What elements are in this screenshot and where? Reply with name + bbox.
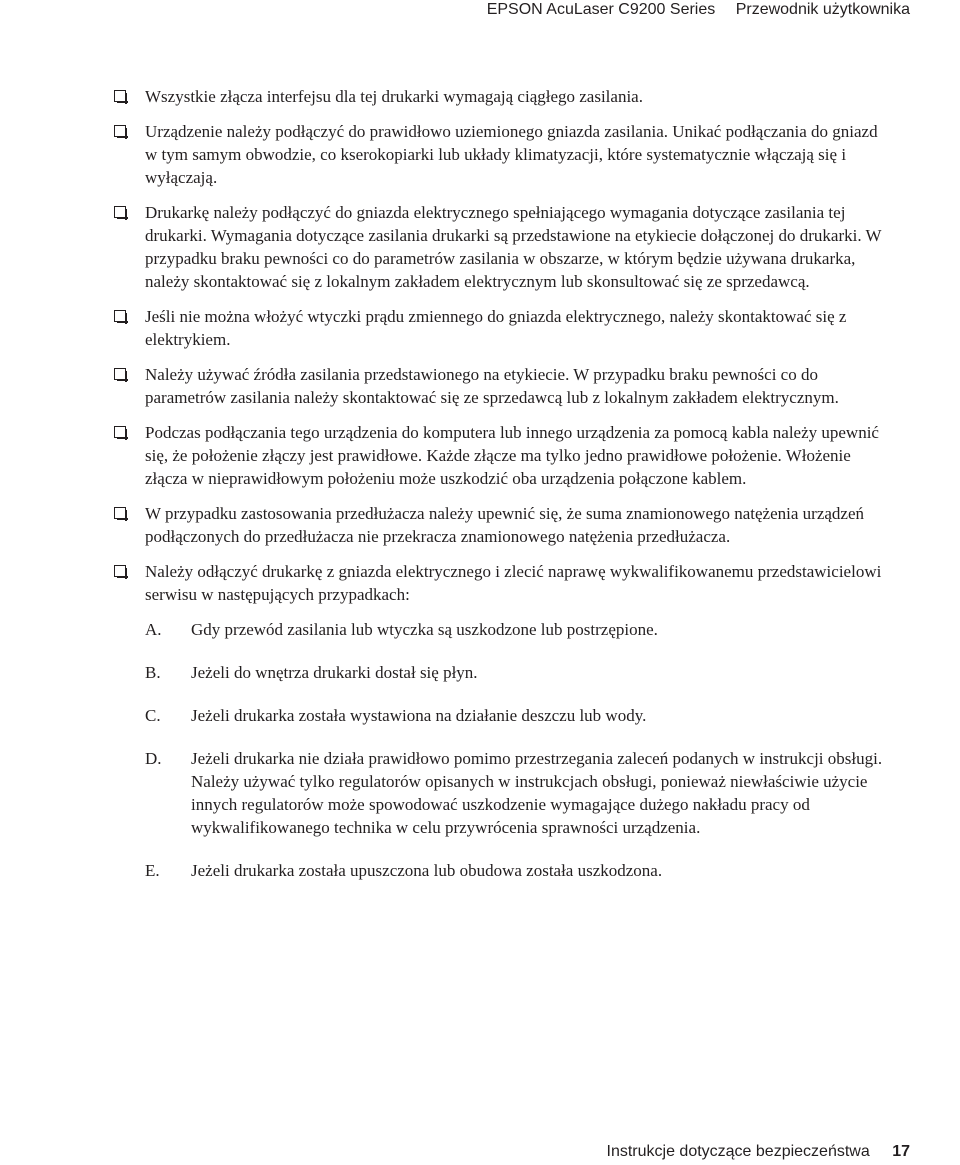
sublist-text: Jeżeli do wnętrza drukarki dostał się płyn. — [191, 663, 478, 682]
safety-instructions-list — [114, 85, 894, 902]
bullet-item — [114, 85, 894, 108]
checkbox-bullet-icon — [114, 368, 126, 380]
footer-section-title: Instrukcje dotyczące bezpieczeństwa — [606, 1143, 870, 1160]
bullet-text: Urządzenie należy podłączyć do prawidłowo uziemionego gniazda zasilania. Unikać podłączania do gniazd w tym samym obwodzie, co kserokopiarki lub układy klimatyzacji, które systematycznie włączają się i wyłączają. — [145, 122, 878, 187]
sublist-item — [145, 747, 894, 839]
checkbox-bullet-icon — [114, 507, 126, 519]
checkbox-bullet-icon — [114, 426, 126, 438]
sublist-item — [145, 661, 894, 684]
checkbox-bullet-icon — [114, 125, 126, 137]
page-number: 17 — [892, 1143, 910, 1160]
page-header — [487, 0, 910, 20]
sublist-item — [145, 704, 894, 727]
bullet-text: Jeśli nie można włożyć wtyczki prądu zmiennego do gniazda elektrycznego, należy skontaktować się z elektrykiem. — [145, 307, 847, 349]
bullet-item — [114, 502, 894, 548]
sublist-text: Jeżeli drukarka została upuszczona lub obudowa została uszkodzona. — [191, 861, 663, 880]
sublist-letter: C. — [145, 706, 161, 725]
page-footer — [607, 1142, 911, 1162]
bullet-text: Wszystkie złącza interfejsu dla tej drukarki wymagają ciągłego zasilania. — [145, 87, 643, 106]
bullet-item — [114, 120, 894, 189]
bullet-item — [114, 560, 894, 606]
sublist-letter: E. — [145, 861, 160, 880]
header-guide-title: Przewodnik użytkownika — [735, 1, 910, 18]
bullet-text: W przypadku zastosowania przedłużacza należy upewnić się, że suma znamionowego natężenia urządzeń podłączonych do przedłużacza nie przekracza znamionowego natężenia przedłużacza. — [145, 504, 865, 546]
bullet-item — [114, 421, 894, 490]
bullet-item — [114, 305, 894, 351]
bullet-text: Należy używać źródła zasilania przedstawionego na etykiecie. W przypadku braku pewności co do parametrów zasilania należy skontaktować się ze sprzedawcą lub z lokalnym zakładem elektrycznym. — [145, 365, 839, 407]
header-product: EPSON AcuLaser C9200 Series — [486, 1, 716, 18]
sublist-letter: D. — [145, 749, 162, 768]
checkbox-bullet-icon — [114, 565, 126, 577]
bullet-text: Należy odłączyć drukarkę z gniazda elektrycznego i zlecić naprawę wykwalifikowanemu przedstawicielowi serwisu w następujących przypadkach: — [145, 562, 882, 604]
sublist-text: Gdy przewód zasilania lub wtyczka są uszkodzone lub postrzępione. — [191, 620, 658, 639]
checkbox-bullet-icon — [114, 90, 126, 102]
bullet-item — [114, 201, 894, 293]
sublist-letter: A. — [145, 620, 162, 639]
sublist-text: Jeżeli drukarka została wystawiona na działanie deszczu lub wody. — [191, 706, 647, 725]
checkbox-bullet-icon — [114, 206, 126, 218]
sublist-letter: B. — [145, 663, 161, 682]
sublist-text: Jeżeli drukarka nie działa prawidłowo pomimo przestrzegania zaleceń podanych w instrukcji obsługi. Należy używać tylko regulatorów opisanych w instrukcjach obsługi, ponieważ niewłaściwie użycie innych regulatorów może spowodować uszkodzenie wymagające dużego nakładu pracy od wykwalifikowanego technika w celu przywrócenia sprawności urządzenia. — [191, 749, 883, 837]
service-cases-list — [145, 618, 894, 882]
sublist-item — [145, 859, 894, 882]
sublist-item — [145, 618, 894, 641]
bullet-text: Podczas podłączania tego urządzenia do komputera lub innego urządzenia za pomocą kabla należy upewnić się, że położenie złączy jest prawidłowe. Każde złącze ma tylko jedno prawidłowe położenie. Włożenie złącza w nieprawidłowym położeniu może uszkodzić oba urządzenia połączone kablem. — [145, 423, 879, 488]
bullet-text: Drukarkę należy podłączyć do gniazda elektrycznego spełniającego wymagania dotyczące zasilania tej drukarki. Wymagania dotyczące zasilania drukarki są przedstawione na etykiecie dołączonej do drukarki. W przypadku braku pewności co do parametrów zasilania w obszarze, w którym będzie używana drukarka, należy skontaktować się z lokalnym zakładem elektrycznym lub skonsultować się ze sprzedawcą. — [145, 203, 882, 291]
checkbox-bullet-icon — [114, 310, 126, 322]
bullet-item — [114, 363, 894, 409]
